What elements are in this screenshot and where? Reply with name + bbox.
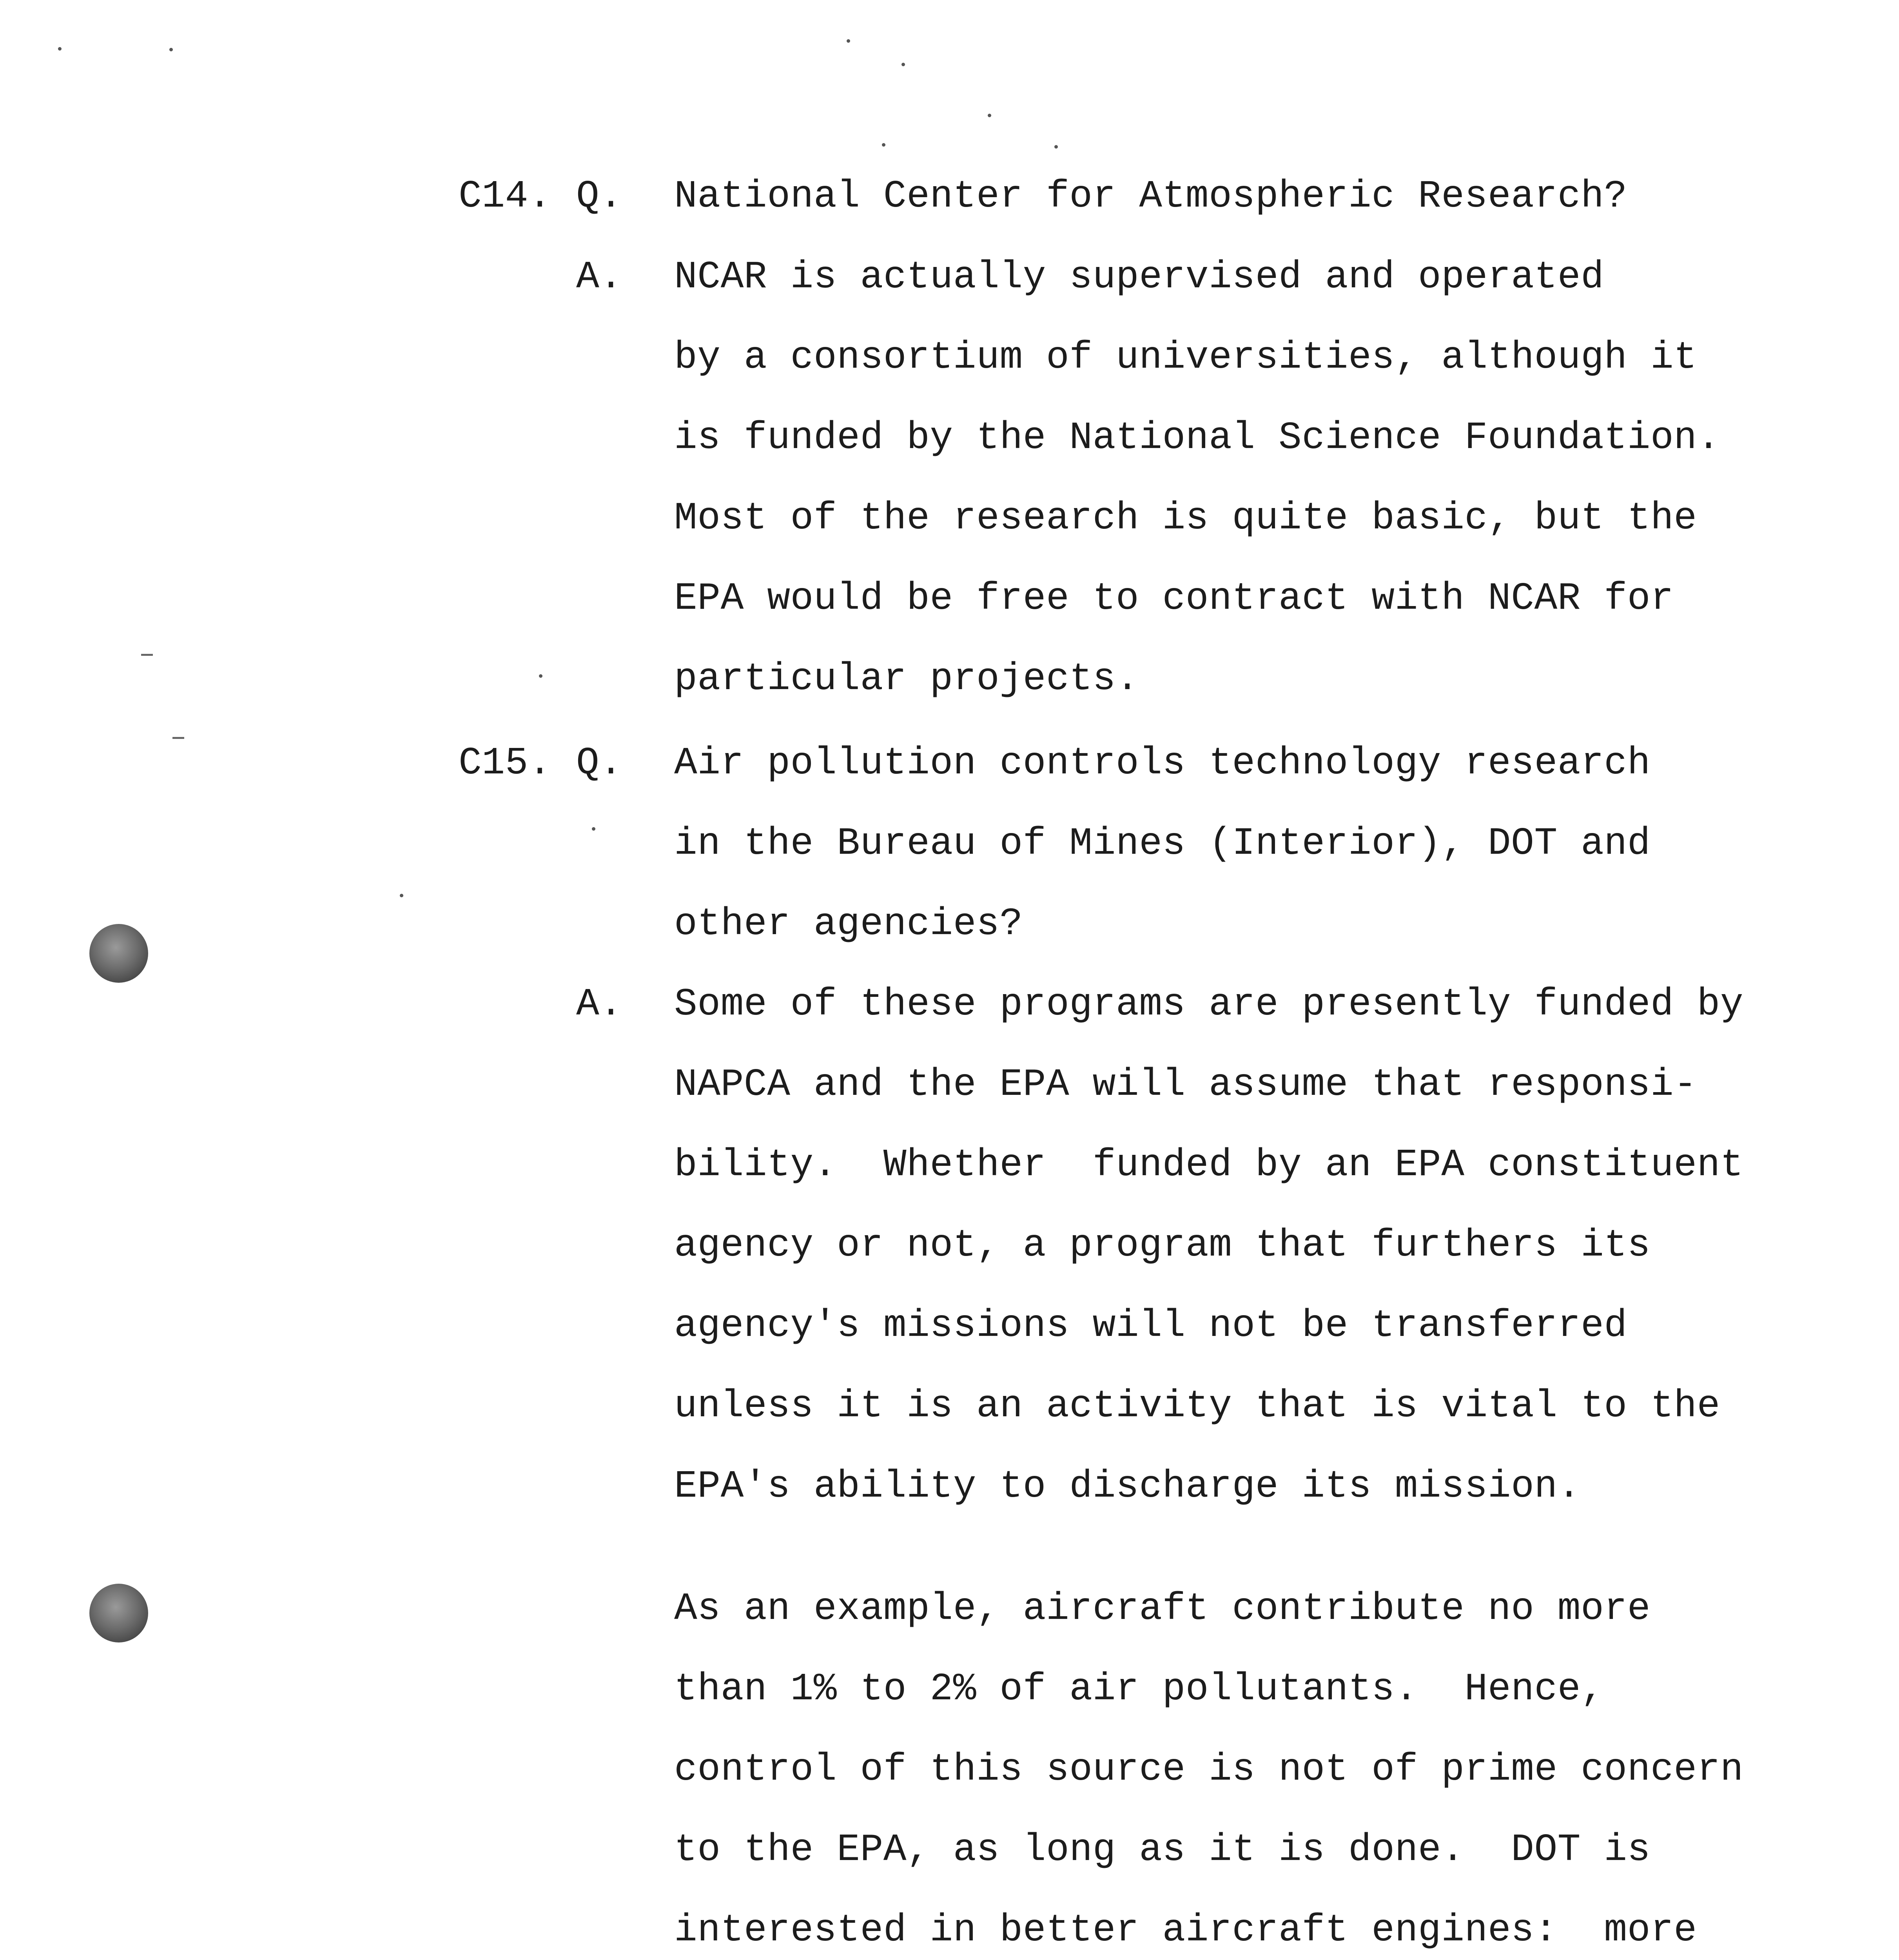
c15-question-line: in the Bureau of Mines (Interior), DOT and — [674, 822, 1651, 866]
c15-answer-line: agency or not, a program that furthers its — [674, 1224, 1651, 1267]
scan-speck — [539, 674, 542, 678]
c15-paragraph2-line: interested in better aircraft engines: more — [674, 1909, 1697, 1952]
c14-question-number: C14. — [459, 175, 552, 218]
scan-speck — [58, 47, 62, 51]
c14-question-text: National Center for Atmospheric Research? — [674, 175, 1627, 218]
scan-mark — [172, 737, 184, 739]
scan-speck — [988, 114, 991, 117]
c15-answer-line: NAPCA and the EPA will assume that responsi- — [674, 1063, 1697, 1107]
c14-answer-line: particular projects. — [674, 657, 1139, 701]
scan-speck — [169, 48, 173, 51]
c15-paragraph2-line: control of this source is not of prime concern — [674, 1748, 1744, 1791]
c15-question-line: other agencies? — [674, 902, 1023, 946]
scan-mark — [141, 654, 153, 656]
c15-answer-line: EPA's ability to discharge its mission. — [674, 1465, 1581, 1508]
c15-answer-line: agency's missions will not be transferred — [674, 1304, 1627, 1348]
c15-paragraph2-line: than 1% to 2% of air pollutants. Hence, — [674, 1668, 1604, 1711]
c15-question-line: Air pollution controls technology research — [674, 742, 1651, 785]
scan-speck — [400, 894, 403, 897]
c15-question-label: Q. — [576, 742, 623, 785]
punch-hole-bottom — [89, 1584, 148, 1642]
c14-answer-label: A. — [576, 256, 623, 299]
c15-answer-line: unless it is an activity that is vital to the — [674, 1385, 1720, 1428]
c14-answer-line: by a consortium of universities, although it — [674, 336, 1697, 379]
c14-answer-line: EPA would be free to contract with NCAR for — [674, 577, 1674, 621]
c14-answer-line: Most of the research is quite basic, but the — [674, 497, 1697, 540]
c15-paragraph2-line: to the EPA, as long as it is done. DOT is — [674, 1828, 1651, 1872]
c14-answer-line: is funded by the National Science Foundation. — [674, 416, 1720, 460]
c15-paragraph2-line: As an example, aircraft contribute no more — [674, 1587, 1651, 1631]
scan-speck — [847, 39, 850, 43]
c15-answer-label: A. — [576, 983, 623, 1026]
c15-question-number: C15. — [459, 742, 552, 785]
punch-hole-top — [89, 924, 148, 983]
c15-answer-line: Some of these programs are presently funded by — [674, 983, 1744, 1026]
scan-speck — [882, 143, 885, 147]
c14-question-label: Q. — [576, 175, 623, 218]
scan-speck — [901, 63, 905, 66]
scan-speck — [592, 827, 595, 831]
c15-answer-line: bility. Whether funded by an EPA constituent — [674, 1143, 1744, 1187]
c14-answer-line: NCAR is actually supervised and operated — [674, 256, 1604, 299]
scan-speck — [1054, 145, 1058, 149]
